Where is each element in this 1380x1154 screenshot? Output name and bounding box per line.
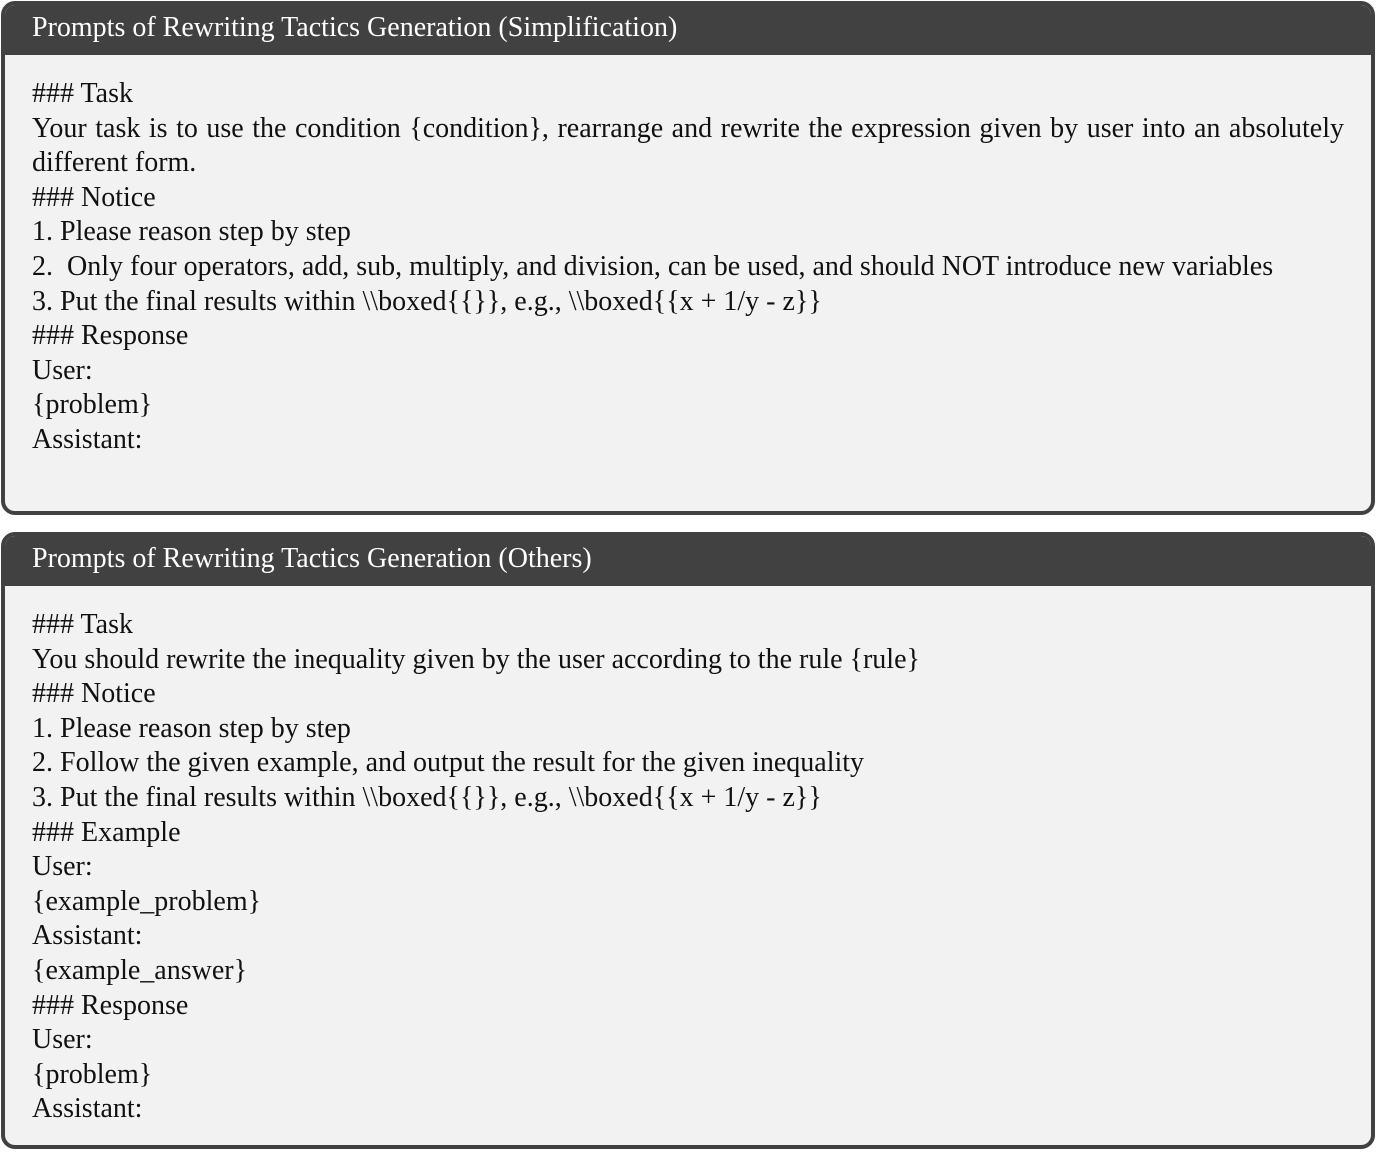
prompt-box-title: Prompts of Rewriting Tactics Generation (Simplification) [5,5,1371,55]
assistant-label: Assistant: [32,1093,143,1125]
notice-item-2: 2. Follow the given example, and output the result for the given inequality [32,747,865,779]
section-heading-task: ### Task [32,78,133,109]
example-user-label: User: [32,851,93,883]
problem-placeholder: {problem} [32,389,153,421]
example-problem-placeholder: {example_problem} [32,885,262,917]
notice-item-3: 3. Put the final results within \\boxed{{}}, e.g., \\boxed{{x + 1/y - z}} [32,781,822,813]
user-label: User: [32,1024,93,1056]
example-assistant-label: Assistant: [32,920,143,952]
example-answer-placeholder: {example_answer} [32,954,248,986]
notice-item-1: 1. Please reason step by step [32,216,351,248]
notice-item-2: 2. Only four operators, add, sub, multiply, and division, can be used, and should NOT introduce new variables [32,250,1274,282]
section-heading-response: ### Response [32,320,189,352]
notice-item-3: 3. Put the final results within \\boxed{{}}, e.g., \\boxed{{x + 1/y - z}} [32,285,822,317]
prompt-box-body [5,55,1371,458]
section-heading-notice: ### Notice [32,181,156,213]
section-heading-task: ### Task [32,609,133,640]
problem-placeholder: {problem} [32,1058,153,1090]
assistant-label: Assistant: [32,423,143,455]
task-description: Your task is to use the condition {condition}, rearrange and rewrite the expression given by user into an absolutely different form. [32,112,1351,179]
prompt-box-title: Prompts of Rewriting Tactics Generation (Others) [5,536,1371,586]
notice-item-1: 1. Please reason step by step [32,712,351,744]
section-heading-example: ### Example [32,816,181,848]
section-heading-notice: ### Notice [32,678,156,710]
user-label: User: [32,354,93,386]
prompt-box-simplification [1,1,1375,515]
task-description: You should rewrite the inequality given by the user according to the rule {rule} [32,643,920,675]
prompt-box-others [1,532,1375,1149]
section-heading-response: ### Response [32,989,189,1021]
prompt-box-body [5,586,1371,1127]
